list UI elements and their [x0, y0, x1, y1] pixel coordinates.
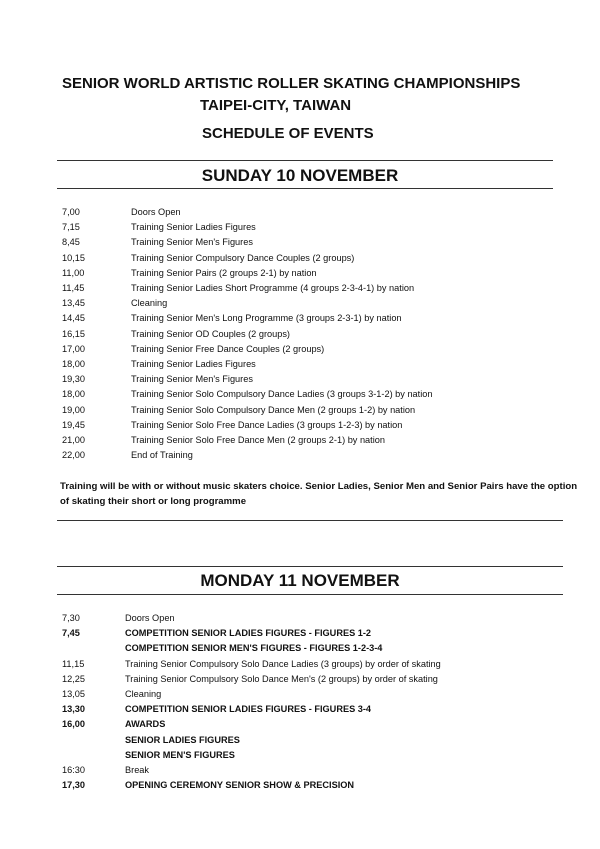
schedule-description: Training Senior Free Dance Couples (2 groups) — [131, 343, 325, 354]
schedule-description: Training Senior Ladies Figures — [131, 359, 256, 369]
schedule-time: 7,30 — [62, 613, 80, 623]
schedule-description: Cleaning — [125, 689, 162, 699]
schedule-description: Training Senior Men's Figures — [131, 237, 253, 248]
schedule-time: 12,25 — [62, 673, 85, 684]
schedule-description: Training Senior Solo Compulsory Dance Men (2 groups 1-2) by nation — [131, 404, 416, 415]
schedule-time: 13,30 — [62, 704, 85, 715]
day1-heading: SUNDAY 10 NOVEMBER — [201, 166, 399, 185]
schedule-time: 16,15 — [62, 328, 85, 339]
schedule-time: 19,00 — [62, 404, 85, 415]
schedule-description: Training Senior Men's Long Programme (3 groups 2-3-1) by nation — [131, 313, 402, 324]
schedule-time: 22,00 — [62, 450, 85, 461]
schedule-description: COMPETITION SENIOR LADIES FIGURES - FIGURES 3-4 — [125, 704, 372, 715]
schedule-description: Training Senior OD Couples (2 groups) — [131, 328, 290, 339]
championship-title: SENIOR WORLD ARTISTIC ROLLER SKATING CHAMPIONSHIPS — [62, 75, 521, 92]
schedule-description: Training Senior Compulsory Dance Couples (2 groups) — [131, 252, 355, 263]
schedule-description: Training Senior Ladies Short Programme (4 groups 2-3-4-1) by nation — [131, 283, 415, 293]
schedule-description: COMPETITION SENIOR LADIES FIGURES - FIGURES 1-2 — [125, 628, 372, 639]
schedule-description: Training Senior Compulsory Solo Dance Men's (2 groups) by order of skating — [125, 673, 438, 684]
schedule-description: SENIOR LADIES FIGURES — [125, 734, 240, 745]
schedule-time: 7,45 — [62, 628, 80, 639]
location-title: TAIPEI-CITY, TAIWAN — [200, 97, 352, 114]
schedule-time: 8,45 — [62, 237, 80, 248]
schedule-time: 16,00 — [62, 719, 85, 730]
schedule-description: SENIOR MEN'S FIGURES — [125, 749, 235, 760]
divider — [57, 188, 553, 189]
schedule-description: Training Senior Pairs (2 groups 2-1) by nation — [131, 267, 317, 278]
schedule-description: Training Senior Compulsory Solo Dance Ladies (3 groups) by order of skating — [125, 658, 441, 669]
schedule-description: Doors Open — [131, 207, 181, 217]
schedule-time: 11,15 — [62, 658, 85, 669]
schedule-description: OPENING CEREMONY SENIOR SHOW & PRECISION — [125, 780, 355, 791]
schedule-description: End of Training — [131, 450, 193, 461]
schedule-time: 10,15 — [62, 252, 85, 263]
schedule-description: AWARDS — [125, 719, 166, 730]
schedule-description: Training Senior Solo Free Dance Men (2 groups 2-1) by nation — [131, 435, 385, 445]
schedule-description: Cleaning — [131, 298, 168, 309]
divider — [57, 566, 563, 567]
divider — [57, 594, 563, 595]
schedule-title: SCHEDULE OF EVENTS — [202, 125, 374, 142]
day2-heading: MONDAY 11 NOVEMBER — [200, 571, 400, 590]
schedule-description: COMPETITION SENIOR MEN'S FIGURES - FIGURES 1-2-3-4 — [125, 643, 383, 654]
schedule-time: 18,00 — [62, 389, 85, 400]
schedule-time: 16:30 — [62, 765, 85, 775]
schedule-time: 13,05 — [62, 689, 85, 699]
divider — [57, 160, 553, 161]
divider — [57, 520, 563, 521]
schedule-time: 19,30 — [62, 374, 85, 385]
schedule-time: 11,45 — [62, 283, 85, 293]
schedule-time: 13,45 — [62, 298, 85, 309]
schedule-description: Training Senior Solo Free Dance Ladies (3 groups 1-2-3) by nation — [131, 419, 403, 430]
schedule-time: 17,30 — [62, 780, 85, 791]
schedule-time: 7,15 — [62, 222, 80, 233]
schedule-time: 18,00 — [62, 359, 85, 369]
schedule-time: 19,45 — [62, 419, 85, 430]
schedule-time: 14,45 — [62, 313, 85, 324]
schedule-description: Doors Open — [125, 613, 175, 623]
schedule-time: 21,00 — [62, 435, 85, 445]
training-note: Training will be with or without music skaters choice. Senior Ladies, Senior Men and Senior Pairs have the option of skating their short or long programme — [60, 481, 578, 507]
schedule-description: Training Senior Ladies Figures — [131, 222, 256, 233]
schedule-time: 11,00 — [62, 267, 85, 278]
schedule-description: Break — [125, 765, 150, 775]
schedule-time: 7,00 — [62, 207, 80, 217]
schedule-description: Training Senior Solo Compulsory Dance Ladies (3 groups 3-1-2) by nation — [131, 389, 433, 400]
schedule-time: 17,00 — [62, 343, 85, 354]
schedule-description: Training Senior Men's Figures — [131, 374, 253, 385]
